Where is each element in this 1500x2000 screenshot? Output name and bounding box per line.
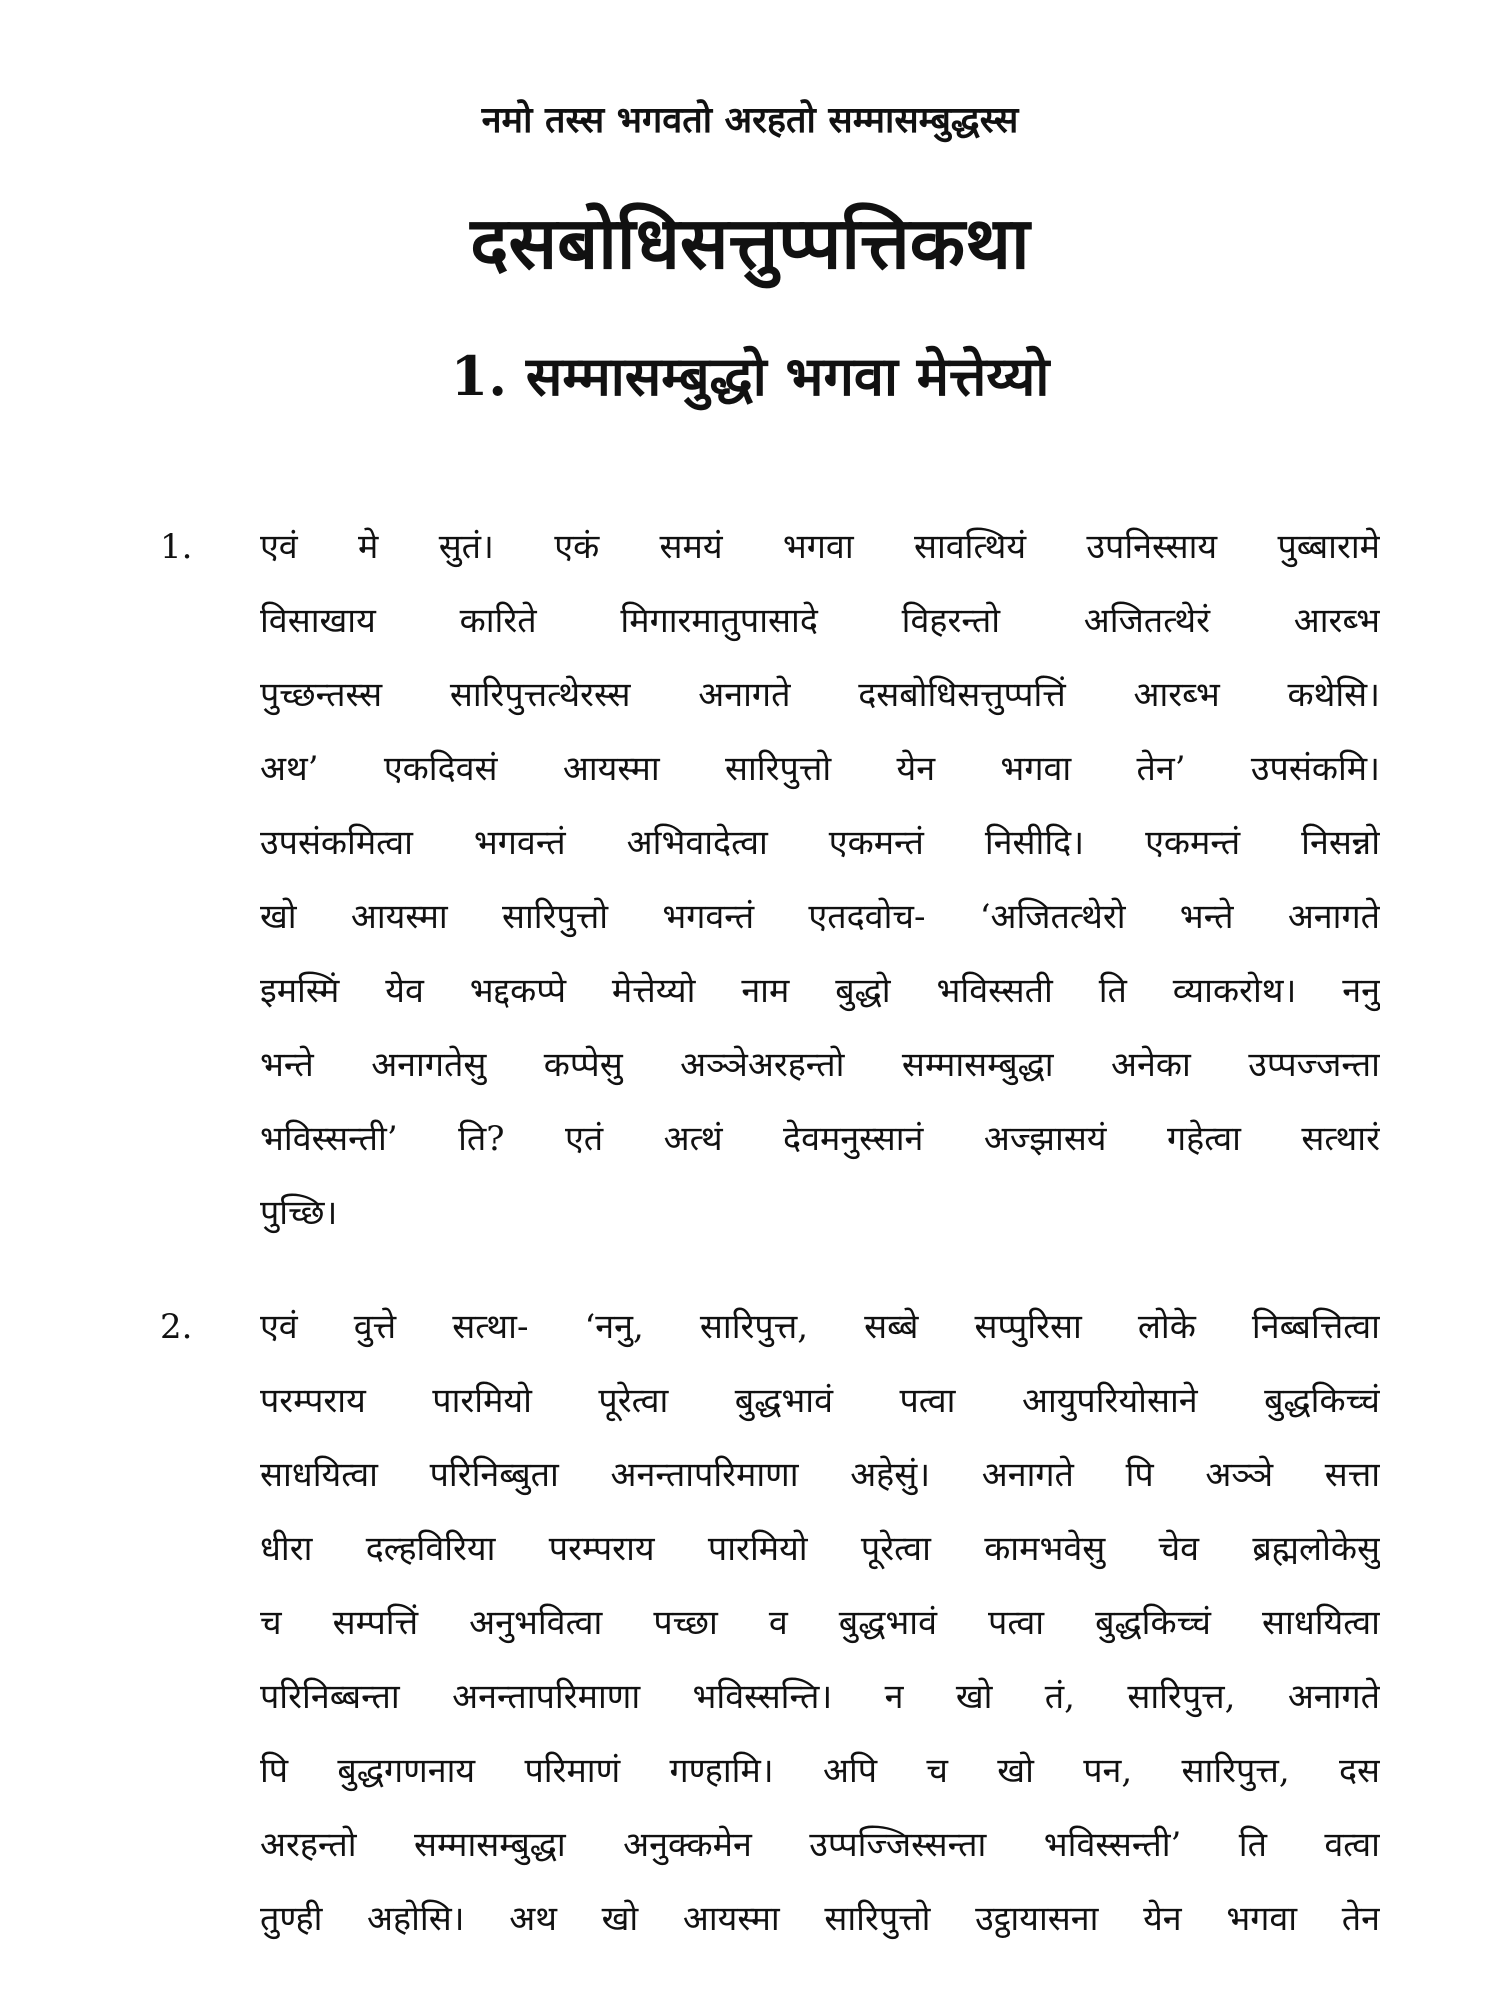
text-line: एवं मे सुतं। एकं समयं भगवा सावत्थियं उपनिस्साय पुब्बारामे [260,527,1380,567]
paragraph-number: 1. [160,527,193,567]
page-title: दसबोधिसत्तुप्पत्तिकथा [470,200,1030,285]
text-line: उपसंकमित्वा भगवन्तं अभिवादेत्वा एकमन्तं निसीदि। एकमन्तं निसन्नो [260,823,1380,863]
text-line: इमस्मिं येव भद्दकप्पे मेत्तेय्यो नाम बुद्धो भविस्सती ति व्याकरोथ। ननु [260,971,1380,1011]
text-line: खो आयस्मा सारिपुत्तो भगवन्तं एतदवोच- ‘अजितत्थेरो भन्ते अनागते [260,897,1380,937]
paragraph-number: 2. [160,1307,193,1347]
text-line: पि बुद्धगणनाय परिमाणं गण्हामि। अपि च खो पन, सारिपुत्त, दस [260,1751,1380,1791]
chapter-title: 1. सम्मासम्बुद्धो भगवा मेत्तेय्यो [450,344,1050,408]
text-line: विसाखाय कारिते मिगारमातुपासादे विहरन्तो अजितत्थेरं आरब्भ [260,601,1380,641]
text-line: साधयित्वा परिनिब्बुता अनन्तापरिमाणा अहेसुं। अनागते पि अञ्ञे सत्ता [260,1455,1380,1495]
text-line: भन्ते अनागतेसु कप्पेसु अञ्ञेअरहन्तो सम्मासम्बुद्धा अनेका उप्पज्जन्ता [260,1045,1380,1085]
text-line: एवं वुत्ते सत्था- ‘ननु, सारिपुत्त, सब्बे सप्पुरिसा लोके निब्बत्तित्वा [260,1307,1380,1347]
paragraph-body [260,510,1380,1250]
text-line: परिनिब्बन्ता अनन्तापरिमाणा भविस्सन्ति। न खो तं, सारिपुत्त, अनागते [260,1677,1380,1717]
text-line: च सम्पत्तिं अनुभवित्वा पच्छा व बुद्धभावं पत्वा बुद्धकिच्चं साधयित्वा [260,1603,1380,1643]
text-line: परम्पराय पारमियो पूरेत्वा बुद्धभावं पत्वा आयुपरियोसाने बुद्धकिच्चं [260,1381,1380,1421]
paragraph-body [260,1290,1380,1956]
text-line: पुच्छि। [260,1193,338,1233]
text-line: पुच्छन्तस्स सारिपुत्तत्थेरस्स अनागते दसबोधिसत्तुप्पत्तिं आरब्भ कथेसि। [260,675,1380,715]
text-line: धीरा दल्हविरिया परम्पराय पारमियो पूरेत्वा कामभवेसु चेव ब्रह्मलोकेसु [260,1529,1380,1569]
text-line: तुण्ही अहोसि। अथ खो आयस्मा सारिपुत्तो उट्ठायासना येन भगवा तेन [260,1899,1380,1939]
text-line: अरहन्तो सम्मासम्बुद्धा अनुक्कमेन उप्पज्जिस्सन्ता भविस्सन्ती’ ति वत्वा [260,1825,1380,1865]
text-line: भविस्सन्ती’ ति? एतं अत्थं देवमनुस्सानं अज्झासयं गहेत्वा सत्थारं [260,1119,1380,1159]
text-line: अथ’ एकदिवसं आयस्मा सारिपुत्तो येन भगवा तेन’ उपसंकमि। [260,749,1380,789]
invocation-heading: नमो तस्स भगवतो अरहतो सम्मासम्बुद्धस्स [481,99,1019,141]
